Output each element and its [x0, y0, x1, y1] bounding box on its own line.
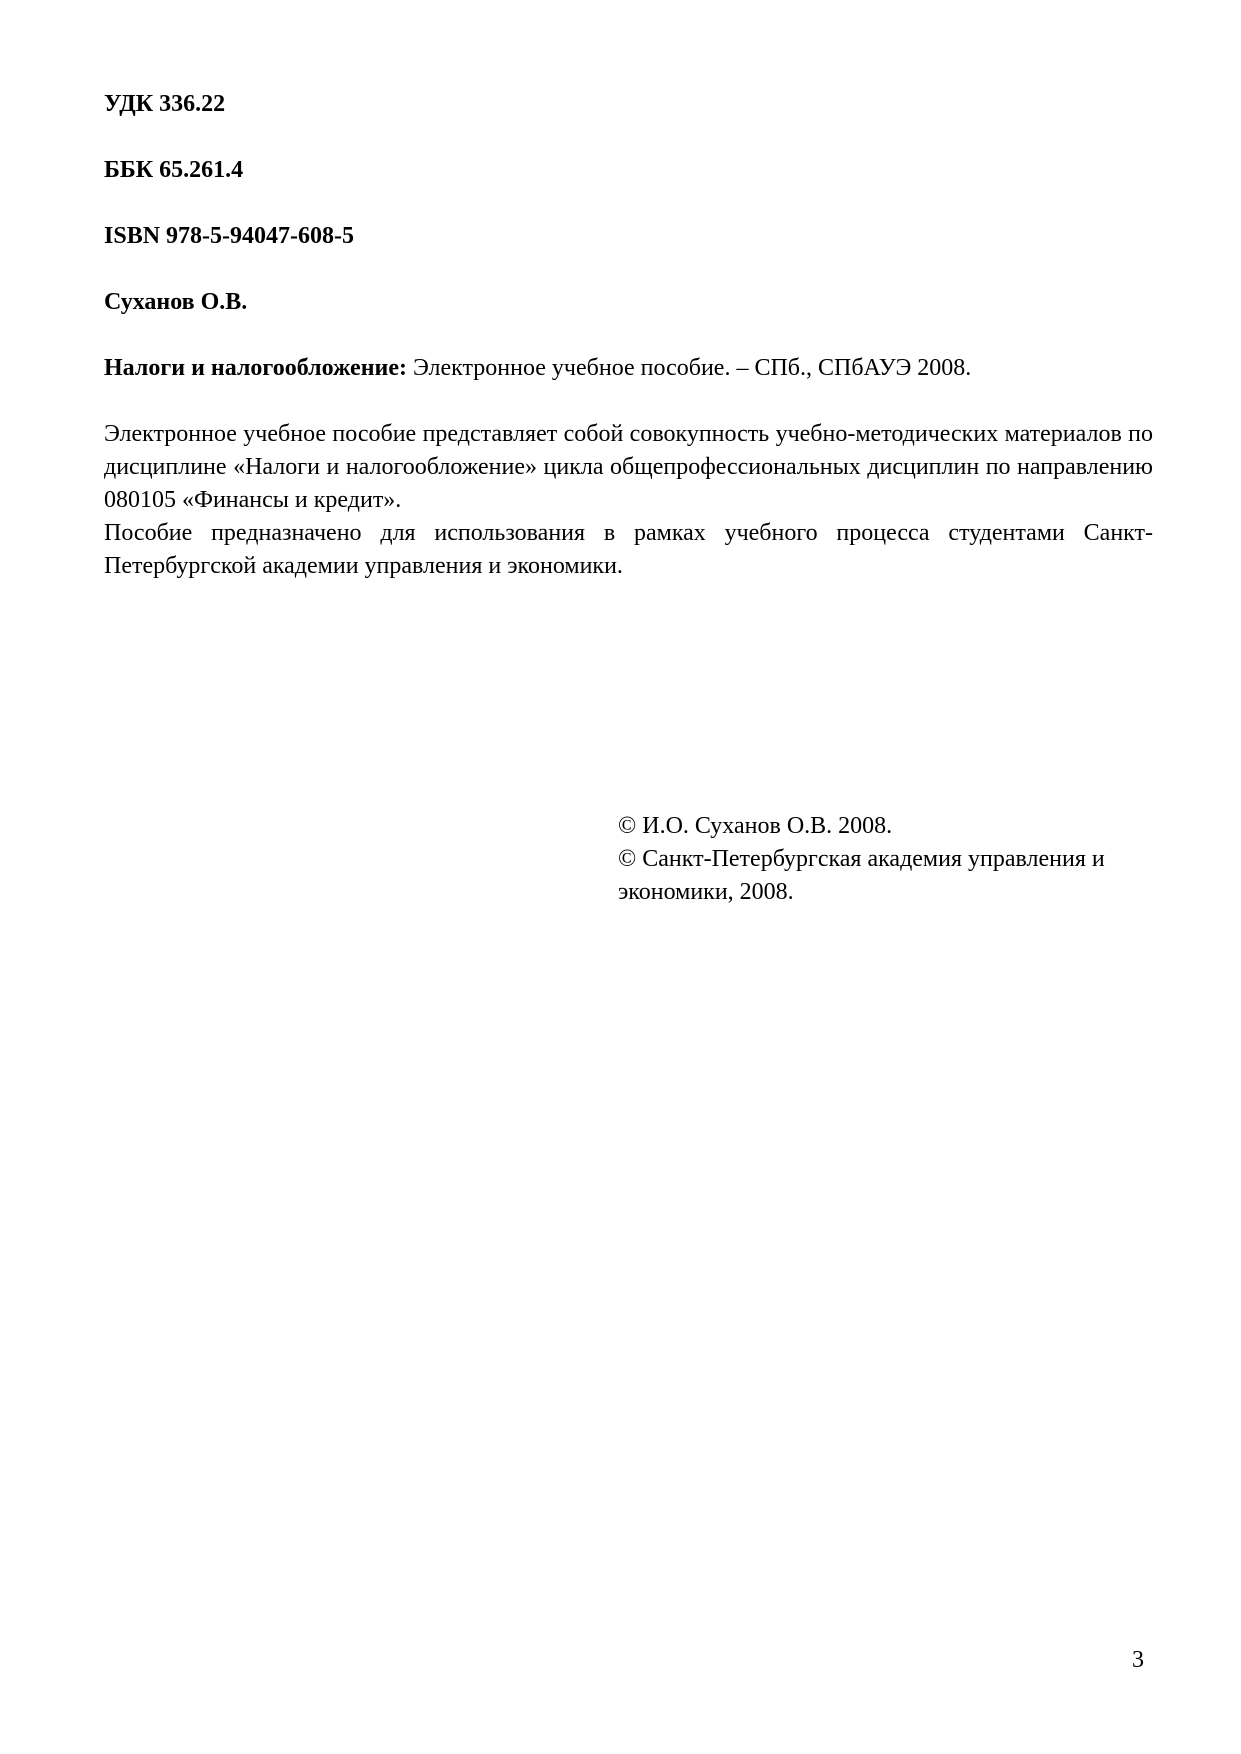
abstract-text-2: Пособие предназначено для использования в рамках учебного процесса студентами Санкт-Петербургской академии управления и экономики.: [104, 520, 1153, 579]
copyright-block: [618, 810, 1138, 909]
abstract-paragraph-1: [104, 418, 1153, 517]
copyright-author: © И.О. Суханов О.В. 2008.: [618, 813, 893, 839]
abstract-text-1: Электронное учебное пособие представляет собой совокупность учебно-методических материалов по дисциплине «Налоги и налогообложение» цикла общепрофессиональных дисциплин по направлению 080105 «Финансы и кредит».: [104, 421, 1153, 513]
citation-title: Налоги и налогообложение:: [104, 355, 408, 381]
citation-details: Электронное учебное пособие. – СПб., СПбАУЭ 2008.: [407, 355, 972, 381]
citation-line: [104, 352, 971, 385]
author-name: Суханов О.В.: [104, 289, 248, 315]
abstract-paragraph-2: [104, 517, 1153, 583]
isbn-code: ISBN 978-5-94047-608-5: [104, 223, 354, 249]
page-number: 3: [1132, 1647, 1144, 1673]
bbk-code: ББК 65.261.4: [104, 157, 244, 183]
copyright-academy: © Санкт-Петербургская академия управления и экономики, 2008.: [618, 846, 1105, 905]
udk-code: УДК 336.22: [104, 91, 226, 117]
